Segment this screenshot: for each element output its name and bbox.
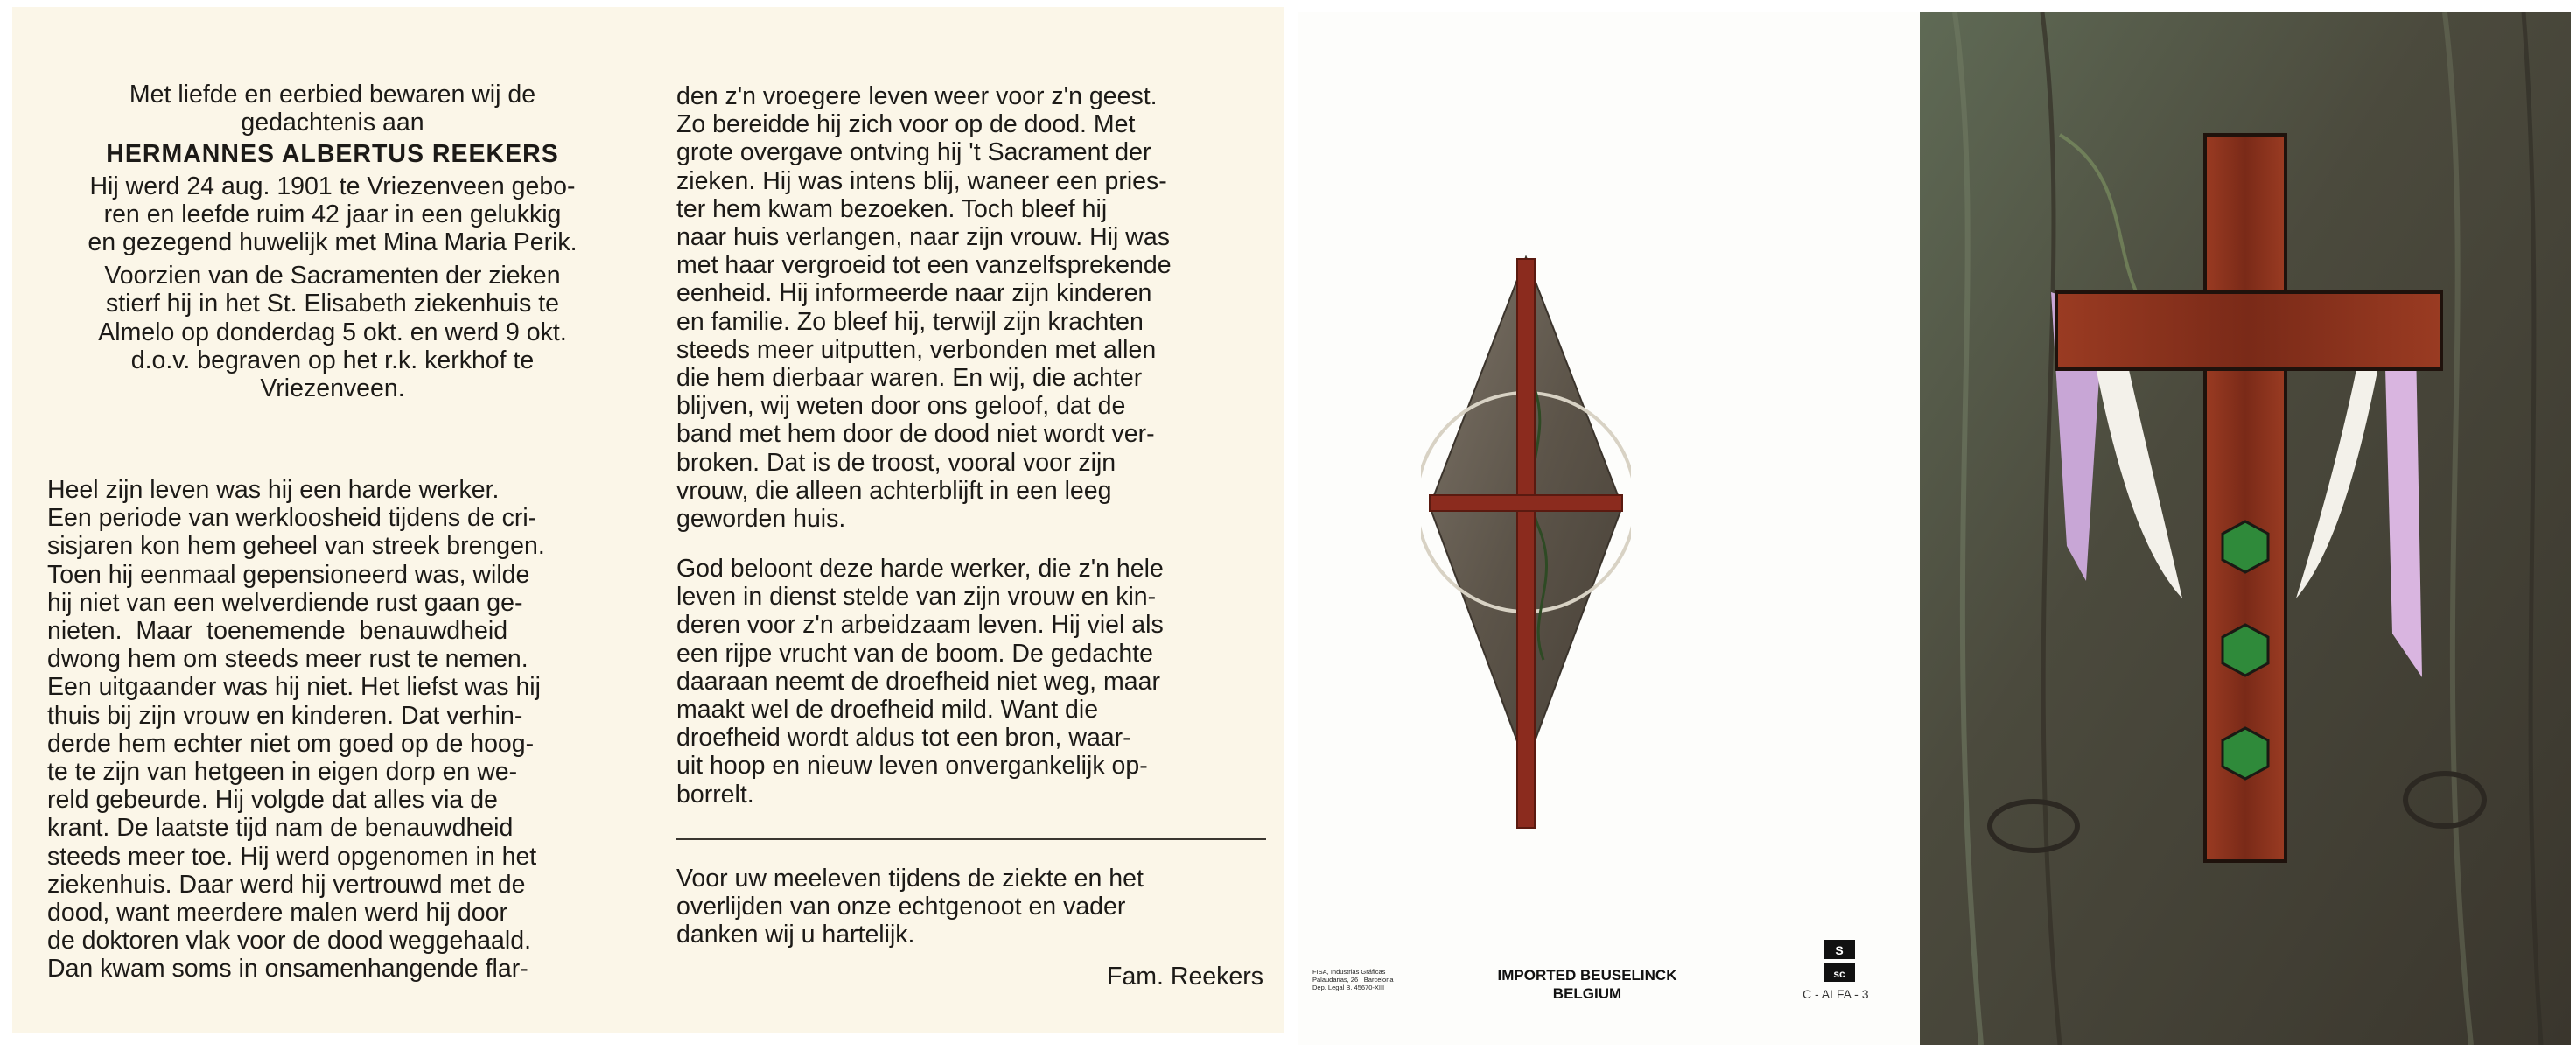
text-line: Toen hij eenmaal gepensioneerd was, wilde bbox=[47, 560, 530, 589]
imprint-line: BELGIUM bbox=[1552, 985, 1622, 1002]
text-line: te te zijn van hetgeen in eigen dorp en we- bbox=[47, 758, 518, 787]
text-line: God beloont deze harde werker, die z'n hele bbox=[676, 555, 1164, 583]
text-line: daaraan neemt de droefheid niet weg, maar bbox=[676, 667, 1160, 696]
publisher-imprint bbox=[1474, 966, 1701, 1003]
text-line: droefheid wordt aldus tot een bron, waar- bbox=[676, 724, 1131, 752]
text-line: thuis bij zijn vrouw en kinderen. Dat verhin- bbox=[47, 701, 523, 730]
text-line: naar huis verlangen, naar zijn vrouw. Hij was bbox=[676, 223, 1170, 252]
text-line: die hem dierbaar waren. En wij, die achter bbox=[676, 364, 1143, 393]
bio-line: ren en leefde ruim 42 jaar in een gelukkig bbox=[103, 200, 562, 228]
bio-line: Voorzien van de Sacramenten der zieken bbox=[104, 262, 561, 290]
text-line: maakt wel de droefheid mild. Want die bbox=[676, 696, 1099, 724]
text-line: steeds meer uitputten, verbonden met allen bbox=[676, 335, 1157, 364]
printer-logo-icon bbox=[1824, 940, 1855, 984]
memorial-text-right bbox=[676, 82, 1266, 533]
text-line: Zo bereidde hij zich voor op de dood. Met bbox=[676, 110, 1136, 139]
printer-line: FISA, Industrias Gráficas bbox=[1312, 968, 1386, 976]
bio-line: stierf hij in het St. Elisabeth ziekenhuis te bbox=[105, 290, 560, 318]
diamond-cross-emblem-icon bbox=[1421, 248, 1631, 852]
deceased-name: HERMANNES ALBERTUS REEKERS bbox=[106, 140, 559, 169]
intro-line: gedachtenis aan bbox=[241, 108, 424, 137]
card-page-left bbox=[12, 7, 640, 1032]
intro-block bbox=[61, 80, 604, 402]
text-line: hij niet van een welverdiende rust gaan ge- bbox=[47, 588, 523, 617]
bio-line: en gezegend huwelijk met Mina Maria Perik. bbox=[88, 228, 578, 257]
text-line: Heel zijn leven was hij een harde werker. bbox=[47, 476, 500, 504]
text-line: dood, want meerdere malen werd hij door bbox=[47, 899, 508, 928]
text-line: den z'n vroegere leven weer voor z'n geest. bbox=[676, 82, 1158, 110]
text-line: danken wij u hartelijk. bbox=[676, 920, 915, 949]
memorial-text-left bbox=[47, 476, 637, 984]
text-line: broken. Dat is de troost, vooral voor zijn bbox=[676, 448, 1116, 477]
svg-text:sc: sc bbox=[1833, 968, 1845, 980]
text-line: uit hoop en nieuw leven onvergankelijk op- bbox=[676, 752, 1148, 780]
bio-line: Vriezenveen. bbox=[260, 374, 405, 403]
text-line: reld gebeurde. Hij volgde dat alles via de bbox=[47, 786, 498, 815]
product-code: C - ALFA - 3 bbox=[1802, 987, 1869, 1001]
text-line: zieken. Hij was intens blij, waneer een pries- bbox=[676, 166, 1167, 195]
intro-line: Met liefde en eerbied bewaren wij de bbox=[129, 80, 536, 108]
text-line: en familie. Zo bleef hij, terwijl zijn krachten bbox=[676, 307, 1144, 336]
card-page-right bbox=[640, 7, 1284, 1032]
signature: Fam. Reekers bbox=[1107, 962, 1264, 990]
thanks-block bbox=[676, 864, 1266, 949]
printer-credit bbox=[1312, 968, 1394, 991]
bio-line: d.o.v. begraven op het r.k. kerkhof te bbox=[130, 346, 535, 374]
text-line: leven in dienst stelde van zijn vrouw en kin- bbox=[676, 583, 1157, 612]
text-line: band met hem door de dood niet wordt ver- bbox=[676, 420, 1155, 449]
closing-paragraph bbox=[676, 555, 1266, 808]
text-line: grote overgave ontving hij 't Sacrament der bbox=[676, 138, 1152, 167]
text-line: derde hem echter niet om goed op de hoog- bbox=[47, 729, 535, 758]
text-line: ziekenhuis. Daar werd hij vertrouwd met de bbox=[47, 870, 526, 899]
printer-line: Palaudarias, 26 · Barcelona bbox=[1312, 976, 1394, 984]
printer-line: Dep. Legal B. 45670-XIII bbox=[1312, 984, 1385, 991]
text-line: steeds meer toe. Hij werd opgenomen in het bbox=[47, 842, 537, 871]
text-line: overlijden van onze echtgenoot en vader bbox=[676, 892, 1126, 921]
text-line: sisjaren kon hem geheel van streek brengen. bbox=[47, 532, 545, 561]
card-front-painting bbox=[1920, 12, 2571, 1045]
text-line: eenheid. Hij informeerde naar zijn kinderen bbox=[676, 279, 1152, 308]
text-line: blijven, wij weten door ons geloof, dat de bbox=[676, 392, 1126, 421]
text-line: vrouw, die alleen achterblijft in een leeg bbox=[676, 476, 1112, 505]
text-line: dwong hem om steeds meer rust te nemen. bbox=[47, 645, 528, 674]
text-line: Een periode van werkloosheid tijdens de cri- bbox=[47, 504, 537, 533]
text-line: geworden huis. bbox=[676, 505, 846, 534]
card-back-cover bbox=[1298, 12, 1920, 1045]
bio-line: Almelo op donderdag 5 okt. en werd 9 okt. bbox=[98, 318, 567, 346]
text-line: een rijpe vrucht van de boom. De gedachte bbox=[676, 639, 1154, 668]
text-line: de doktoren vlak voor de dood weggehaald. bbox=[47, 927, 531, 956]
text-line: krant. De laatste tijd nam de benauwdheid bbox=[47, 814, 514, 843]
text-line: deren voor z'n arbeidzaam leven. Hij viel als bbox=[676, 611, 1164, 640]
imprint-line: IMPORTED BEUSELINCK bbox=[1497, 967, 1677, 984]
text-line: nieten. Maar toenemende benauwdheid bbox=[47, 617, 508, 646]
divider bbox=[676, 838, 1266, 840]
text-line: ter hem kwam bezoeken. Toch bleef hij bbox=[676, 194, 1108, 223]
text-line: borrelt. bbox=[676, 780, 754, 808]
text-line: Voor uw meeleven tijdens de ziekte en het bbox=[676, 864, 1144, 892]
text-line: met haar vergroeid tot een vanzelfsprekende bbox=[676, 251, 1172, 280]
text-line: Een uitgaander was hij niet. Het liefst was hij bbox=[47, 673, 541, 702]
text-line: Dan kwam soms in onsamenhangende flar- bbox=[47, 955, 528, 984]
painted-cross-icon bbox=[1920, 12, 2571, 1045]
svg-text:S: S bbox=[1835, 943, 1844, 957]
bio-line: Hij werd 24 aug. 1901 te Vriezenveen gebo- bbox=[89, 172, 576, 200]
